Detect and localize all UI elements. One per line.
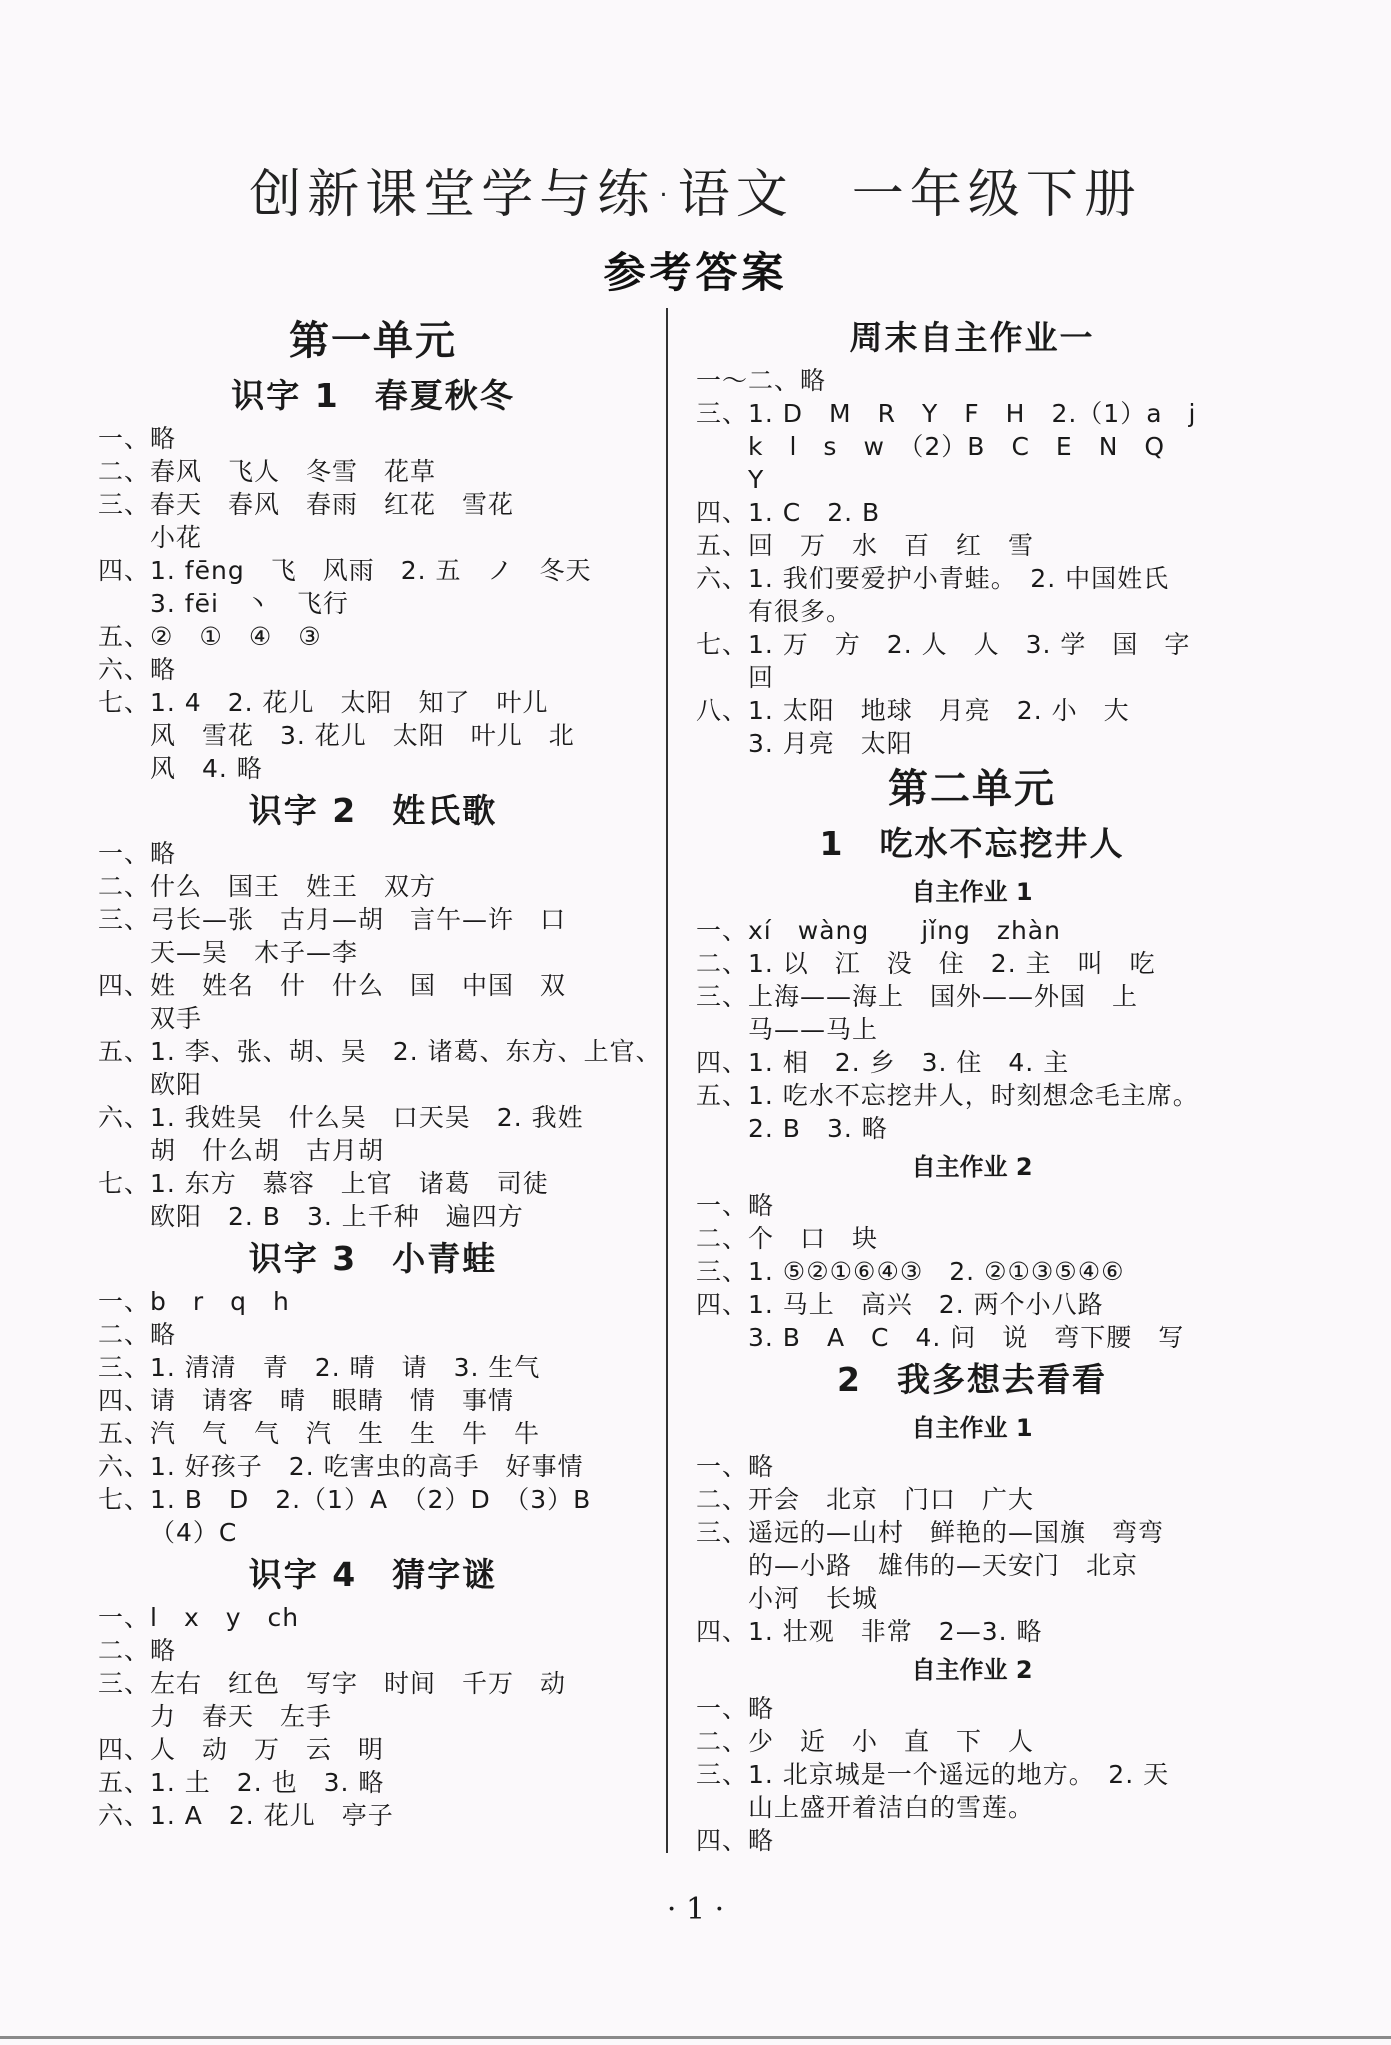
answer-line-continued: 小花: [150, 523, 203, 552]
book-title: 创新课堂学与练·语文 一年级下册: [249, 165, 1142, 225]
answer-line-continued: 2. B 3. 略: [748, 1114, 888, 1143]
answer-line-continued: （4）C: [150, 1518, 238, 1547]
answer-line: 一、略: [696, 1694, 775, 1723]
answer-line: 七、1. 东方 慕容 上官 诸葛 司徒: [98, 1169, 549, 1198]
homework-subtitle: 自主作业 1: [911, 1414, 1033, 1442]
answer-line-continued: 山上盛开着洁白的雪莲。: [748, 1793, 1035, 1822]
answer-line-continued: 欧阳 2. B 3. 上千种 遍四方: [150, 1202, 524, 1231]
answer-line: 七、1. B D 2.（1）A （2）D （3）B: [98, 1485, 592, 1514]
answer-line: 五、1. 土 2. 也 3. 略: [98, 1768, 385, 1797]
answer-line: 一、略: [98, 424, 177, 453]
answer-line: 二、什么 国王 姓王 双方: [98, 872, 437, 901]
answer-line: 五、② ① ④ ③: [98, 622, 322, 651]
answer-line: 四、请 请客 晴 眼睛 情 事情: [98, 1386, 515, 1415]
answer-line: 四、略: [696, 1826, 775, 1855]
answer-line: 四、1. 相 2. 乡 3. 住 4. 主: [696, 1048, 1070, 1077]
answer-line: 一、略: [696, 1191, 775, 1220]
right-column: [696, 312, 1248, 1857]
lesson-title: 识字 4 猜字谜: [248, 1555, 498, 1594]
answer-line-continued: 风 4. 略: [150, 754, 263, 783]
answer-line: 三、遥远的—山村 鲜艳的—国旗 弯弯: [696, 1518, 1165, 1547]
answer-line: 二、少 近 小 直 下 人: [696, 1727, 1035, 1756]
answer-line: 四、1. fēng 飞 风雨 2. 五 ノ 冬天: [98, 556, 592, 585]
answer-line: 三、上海——海上 国外——外国 上: [696, 982, 1139, 1011]
answer-line-continued: 3. 月亮 太阳: [748, 729, 913, 758]
answer-line: 六、略: [98, 655, 177, 684]
lesson-title: 识字 1 春夏秋冬: [231, 376, 515, 415]
answer-line: 一、l x y ch: [98, 1603, 300, 1632]
answer-line-continued: 3. fēi 丶 飞行: [150, 589, 349, 618]
homework-subtitle: 自主作业 1: [911, 878, 1033, 906]
answer-line: 三、1. 清清 青 2. 晴 请 3. 生气: [98, 1353, 541, 1382]
bottom-rule: [0, 2036, 1391, 2039]
lesson-title: 1 吃水不忘挖井人: [819, 824, 1125, 863]
answer-line: 三、1. ⑤②①⑥④③ 2. ②①③⑤④⑥: [696, 1257, 1125, 1286]
answer-line-continued: Y: [748, 465, 765, 494]
homework-subtitle: 自主作业 2: [911, 1656, 1033, 1684]
answer-line: 三、左右 红色 写字 时间 千万 动: [98, 1669, 567, 1698]
answer-line: 七、1. 4 2. 花儿 太阳 知了 叶儿: [98, 688, 549, 717]
answer-line: 二、春风 飞人 冬雪 花草: [98, 457, 437, 486]
answer-line: 七、1. 万 方 2. 人 人 3. 学 国 字: [696, 630, 1191, 659]
answer-line-continued: k l s w （2）B C E N Q: [748, 432, 1166, 461]
answer-line: 二、略: [98, 1320, 177, 1349]
answer-line: 六、1. 好孩子 2. 吃害虫的高手 好事情: [98, 1452, 584, 1481]
answer-line-continued: 的—小路 雄伟的—天安门 北京: [748, 1551, 1139, 1580]
lesson-title: 周末自主作业一: [849, 318, 1095, 357]
answer-line: 二、1. 以 江 没 住 2. 主 叫 吃: [696, 949, 1156, 978]
answer-line-continued: 小河 长城: [748, 1584, 879, 1613]
answer-line: 四、人 动 万 云 明: [98, 1735, 385, 1764]
answer-line: 一、略: [98, 839, 177, 868]
answer-line-continued: 3. B A C 4. 问 说 弯下腰 写: [748, 1323, 1185, 1352]
answer-line-continued: 马——马上: [748, 1015, 879, 1044]
answer-line-continued: 力 春天 左手: [150, 1702, 333, 1731]
answer-line: 六、1. A 2. 花儿 亭子: [98, 1801, 394, 1830]
answer-line: 四、姓 姓名 什 什么 国 中国 双: [98, 971, 567, 1000]
unit-title: 第一单元: [289, 318, 457, 364]
answer-line-continued: 天—吴 木子—李: [150, 938, 359, 967]
answer-line: 四、1. C 2. B: [696, 498, 881, 527]
answer-line-continued: 欧阳: [150, 1070, 203, 1099]
lesson-title: 识字 3 小青蛙: [248, 1239, 498, 1278]
answer-line: 三、1. 北京城是一个遥远的地方。 2. 天: [696, 1760, 1170, 1789]
page-number: · 1 ·: [666, 1892, 725, 1927]
answer-line: 三、1. D M R Y F H 2.（1）a j: [696, 399, 1197, 428]
column-divider: [666, 308, 668, 1853]
answer-line: 五、1. 吃水不忘挖井人，时刻想念毛主席。: [696, 1081, 1199, 1110]
answer-line: 二、个 口 块: [696, 1224, 879, 1253]
answer-line: 一、略: [696, 1452, 775, 1481]
answer-line-continued: 双手: [150, 1004, 203, 1033]
lesson-title: 识字 2 姓氏歌: [248, 791, 498, 830]
answer-line: 五、回 万 水 百 红 雪: [696, 531, 1035, 560]
homework-subtitle: 自主作业 2: [911, 1153, 1033, 1181]
answer-line: 六、1. 我们要爱护小青蛙。 2. 中国姓氏: [696, 564, 1170, 593]
answer-line: 一、xí wàng jǐng zhàn: [696, 916, 1061, 945]
answer-line-continued: 回: [748, 663, 775, 692]
lesson-title: 2 我多想去看看: [837, 1360, 1107, 1399]
answer-line: 三、弓长—张 古月—胡 言午—许 口: [98, 905, 567, 934]
answer-line: 三、春天 春风 春雨 红花 雪花: [98, 490, 515, 519]
left-column: [98, 312, 662, 1832]
answer-line: 五、汽 气 气 汽 生 生 牛 牛: [98, 1419, 541, 1448]
answer-line: 六、1. 我姓吴 什么吴 口天吴 2. 我姓: [98, 1103, 584, 1132]
answer-line: 八、1. 太阳 地球 月亮 2. 小 大: [696, 696, 1130, 725]
answer-line: 二、略: [98, 1636, 177, 1665]
answer-line: 一～二、略: [696, 366, 827, 395]
answer-title: 参考答案: [603, 248, 788, 297]
answer-line: 五、1. 李、张、胡、吴 2. 诸葛、东方、上官、: [98, 1037, 662, 1066]
answer-line-continued: 风 雪花 3. 花儿 太阳 叶儿 北: [150, 721, 575, 750]
answer-line: 二、开会 北京 门口 广大: [696, 1485, 1035, 1514]
answer-line-continued: 胡 什么胡 古月胡: [150, 1136, 385, 1165]
answer-line: 四、1. 壮观 非常 2—3. 略: [696, 1617, 1043, 1646]
answer-line-continued: 有很多。: [748, 597, 853, 626]
unit-title: 第二单元: [888, 766, 1056, 812]
answer-line: 四、1. 马上 高兴 2. 两个小八路: [696, 1290, 1104, 1319]
answer-line: 一、b r q h: [98, 1287, 290, 1316]
